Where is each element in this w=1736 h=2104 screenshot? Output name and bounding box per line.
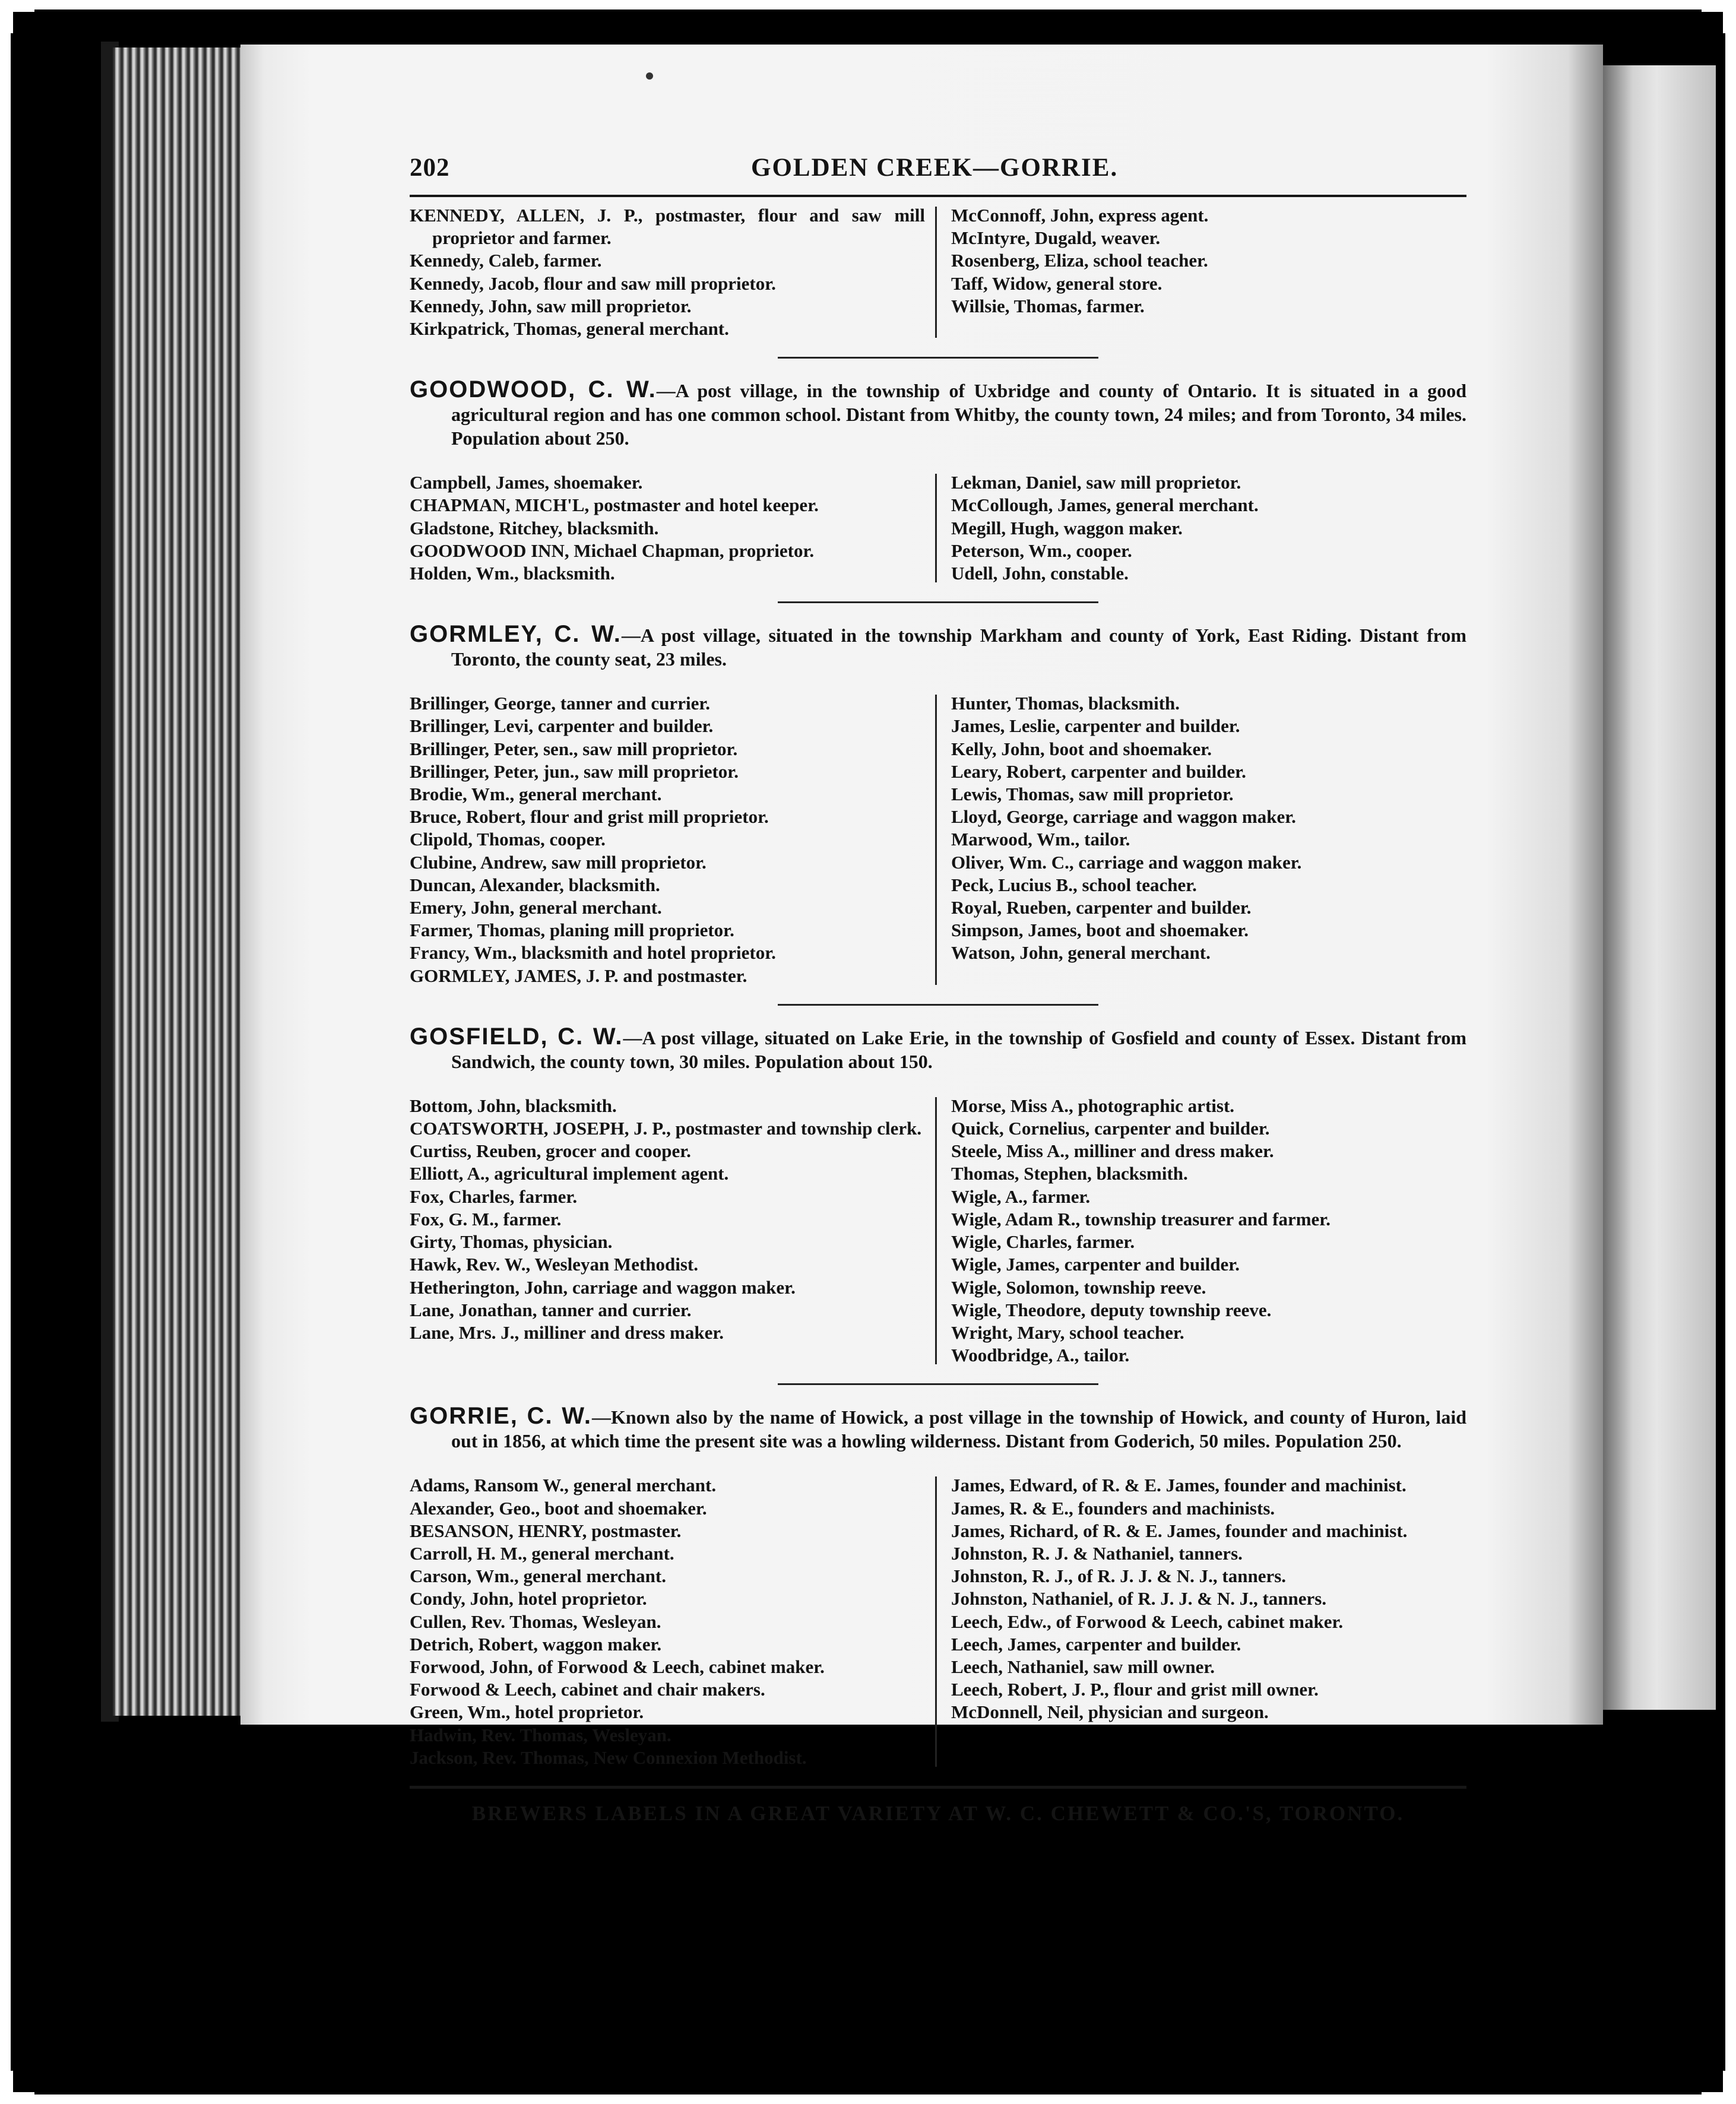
town-name: GOODWOOD, C. W. [410, 376, 657, 403]
directory-entry: Udell, John, constable. [951, 563, 1129, 584]
gosfield-listing [410, 1095, 1466, 1367]
crop-mark-top-left [11, 9, 34, 33]
directory-entry: Lane, Jonathan, tanner and currier. [410, 1299, 692, 1320]
directory-entry: Watson, John, general merchant. [951, 942, 1211, 964]
left-column [410, 1095, 938, 1367]
directory-entry: Curtiss, Reuben, grocer and cooper. [410, 1140, 691, 1162]
directory-entry: Gladstone, Ritchey, blacksmith. [410, 517, 659, 538]
directory-entry: Johnston, R. J., of R. J. J. & N. J., tanners. [951, 1566, 1287, 1587]
directory-entry: Cullen, Rev. Thomas, Wesleyan. [410, 1611, 661, 1632]
directory-entry: Johnston, R. J. & Nathaniel, tanners. [951, 1542, 1243, 1564]
header-rule [410, 195, 1466, 197]
section-divider [778, 1004, 1098, 1006]
directory-entry: Bruce, Robert, flour and grist mill proprietor. [410, 806, 769, 828]
scan-frame-top [0, 0, 1736, 9]
directory-entry: Brillinger, George, tanner and currier. [410, 693, 710, 714]
directory-entry: James, Edward, of R. & E. James, founder and machinist. [951, 1475, 1406, 1496]
directory-entry: Duncan, Alexander, blacksmith. [410, 874, 660, 895]
scan-frame-right [1725, 0, 1736, 2104]
section-divider [778, 601, 1098, 603]
town-description: —A post village, in the township of Uxbridge and county of Ontario. It is situated in a good agricultural region and has one common school. Distant from Whitby, the county town, 24 miles; and from Toronto, 34 miles. Population about 250. [451, 380, 1467, 449]
right-column [938, 471, 1466, 585]
directory-entry: Condy, John, hotel proprietor. [410, 1588, 647, 1609]
directory-entry: Bottom, John, blacksmith. [410, 1095, 617, 1116]
directory-entry: Girty, Thomas, physician. [410, 1231, 613, 1253]
column-divider [935, 1097, 937, 1364]
section-goodwood [410, 378, 1466, 585]
golden-creek-listing [410, 204, 1466, 340]
section-intro [410, 1404, 1466, 1453]
left-column [410, 204, 938, 340]
directory-entry: Lloyd, George, carriage and waggon maker. [951, 806, 1296, 828]
directory-entry: Farmer, Thomas, planing mill proprietor. [410, 920, 734, 941]
directory-entry: Leech, James, carpenter and builder. [951, 1633, 1241, 1655]
section-intro [410, 1025, 1466, 1073]
section-divider [778, 1383, 1098, 1385]
running-head: GOLDEN CREEK—GORRIE. [751, 154, 1119, 182]
directory-entry: Woodbridge, A., tailor. [951, 1345, 1130, 1366]
directory-entry: Quick, Cornelius, carpenter and builder. [951, 1118, 1270, 1139]
directory-entry: James, Richard, of R. & E. James, founder and machinist. [951, 1520, 1408, 1541]
page-edges [113, 47, 249, 1716]
directory-entry: GORMLEY, JAMES, J. P. and postmaster. [410, 965, 747, 986]
gorrie-listing [410, 1474, 1466, 1769]
directory-entry: Forwood, John, of Forwood & Leech, cabinet maker. [410, 1656, 825, 1677]
directory-entry: Kennedy, Jacob, flour and saw mill proprietor. [410, 272, 776, 294]
directory-entry: Forwood & Leech, cabinet and chair makers. [410, 1679, 765, 1700]
directory-entry: Fox, G. M., farmer. [410, 1208, 562, 1230]
directory-entry: Wigle, Solomon, township reeve. [951, 1276, 1206, 1298]
directory-entry: COATSWORTH, JOSEPH, J. P., postmaster and township clerk. [410, 1118, 922, 1139]
section-intro [410, 622, 1466, 671]
ink-spot [646, 72, 653, 80]
directory-entry: Elliott, A., agricultural implement agent. [410, 1163, 729, 1184]
right-column [938, 204, 1466, 340]
directory-entry: Leech, Nathaniel, saw mill owner. [951, 1656, 1215, 1677]
directory-entry: Kelly, John, boot and shoemaker. [951, 738, 1212, 759]
directory-entry: Kennedy, Caleb, farmer. [410, 250, 602, 271]
directory-entry: Lewis, Thomas, saw mill proprietor. [951, 784, 1234, 805]
scan-frame-bottom [0, 2095, 1736, 2104]
right-column [938, 1095, 1466, 1367]
directory-entry: McConnoff, John, express agent. [951, 205, 1209, 226]
section-gosfield [410, 1025, 1466, 1367]
scan-frame-left [0, 0, 11, 2104]
directory-entry: Brillinger, Peter, sen., saw mill proprietor. [410, 738, 738, 759]
directory-entry: McDonnell, Neil, physician and surgeon. [951, 1701, 1269, 1723]
directory-entry: Hetherington, John, carriage and waggon maker. [410, 1276, 796, 1298]
town-name: GOSFIELD, C. W. [410, 1023, 623, 1050]
directory-entry: Peck, Lucius B., school teacher. [951, 874, 1197, 895]
directory-entry: Jackson, Rev. Thomas, New Connexion Methodist. [410, 1747, 807, 1768]
directory-entry: Wigle, A., farmer. [951, 1186, 1091, 1207]
directory-entry: Clipold, Thomas, cooper. [410, 829, 606, 850]
town-description: —A post village, situated on Lake Erie, in the township of Gosfield and county of Essex. Distant from Sandwich, the county town, 30 miles. Population about 150. [451, 1026, 1467, 1072]
directory-entry: Johnston, Nathaniel, of R. J. J. & N. J., tanners. [951, 1588, 1327, 1609]
directory-entry: Hawk, Rev. W., Wesleyan Methodist. [410, 1254, 699, 1275]
column-divider [935, 207, 937, 338]
directory-entry: Brodie, Wm., general merchant. [410, 784, 662, 805]
directory-entry: Simpson, James, boot and shoemaker. [951, 920, 1249, 941]
directory-entry: Kirkpatrick, Thomas, general merchant. [410, 318, 729, 340]
left-column [410, 471, 938, 585]
directory-entry: Hunter, Thomas, blacksmith. [951, 693, 1180, 714]
page-content [410, 153, 1466, 1826]
directory-entry: Holden, Wm., blacksmith. [410, 563, 615, 584]
town-description: —Known also by the name of Howick, a post village in the township of Howick, and county of Huron, laid out in 1856, at which time the present site was a howling wilderness. Distant from Goderich, 50 miles. Population 250. [451, 1406, 1467, 1452]
directory-entry: Campbell, James, shoemaker. [410, 472, 643, 493]
page-header [410, 153, 1466, 189]
directory-entry: Detrich, Robert, waggon maker. [410, 1633, 662, 1655]
directory-entry: McIntyre, Dugald, weaver. [951, 227, 1161, 249]
right-column [938, 692, 1466, 987]
crop-mark-bottom-left [11, 2071, 34, 2095]
goodwood-listing [410, 471, 1466, 585]
directory-entry: Megill, Hugh, waggon maker. [951, 517, 1183, 538]
directory-entry: Taff, Widow, general store. [951, 272, 1162, 294]
town-name: GORMLEY, C. W. [410, 621, 622, 648]
directory-entry: Adams, Ransom W., general merchant. [410, 1475, 717, 1496]
directory-entry: BESANSON, HENRY, postmaster. [410, 1520, 682, 1541]
directory-entry: Wigle, Adam R., township treasurer and farmer. [951, 1208, 1330, 1230]
crop-mark-bottom-right [1702, 2071, 1725, 2095]
directory-entry: Thomas, Stephen, blacksmith. [951, 1163, 1188, 1184]
directory-entry: Brillinger, Levi, carpenter and builder. [410, 715, 714, 737]
directory-entry: James, R. & E., founders and machinists. [951, 1497, 1275, 1519]
directory-entry: Rosenberg, Eliza, school teacher. [951, 250, 1208, 271]
page-footer-advert: BREWERS LABELS IN A GREAT VARIETY AT W. C. CHEWETT & CO.'S, TORONTO. [471, 1801, 1405, 1825]
column-divider [935, 1476, 937, 1767]
directory-entry: Leary, Robert, carpenter and builder. [951, 761, 1246, 782]
directory-entry: Carson, Wm., general merchant. [410, 1566, 666, 1587]
directory-entry: Francy, Wm., blacksmith and hotel proprietor. [410, 942, 776, 964]
directory-entry: Wigle, James, carpenter and builder. [951, 1254, 1240, 1275]
footer-rule [410, 1786, 1466, 1789]
directory-entry: CHAPMAN, MICH'L, postmaster and hotel keeper. [410, 495, 819, 516]
column-divider [935, 695, 937, 985]
section-gorrie [410, 1404, 1466, 1769]
left-column [410, 1474, 938, 1769]
directory-entry: Fox, Charles, farmer. [410, 1186, 578, 1207]
directory-entry: Carroll, H. M., general merchant. [410, 1542, 674, 1564]
directory-entry: Clubine, Andrew, saw mill proprietor. [410, 851, 707, 873]
directory-entry: Wigle, Charles, farmer. [951, 1231, 1135, 1253]
directory-entry: Peterson, Wm., cooper. [951, 540, 1132, 561]
directory-entry: Willsie, Thomas, farmer. [951, 295, 1145, 316]
directory-entry: James, Leslie, carpenter and builder. [951, 715, 1240, 737]
town-description: —A post village, situated in the township Markham and county of York, East Riding. Distant from Toronto, the county seat, 23 miles. [451, 625, 1467, 670]
directory-entry: Wigle, Theodore, deputy township reeve. [951, 1299, 1272, 1320]
section-gormley [410, 622, 1466, 987]
directory-entry: Green, Wm., hotel proprietor. [410, 1701, 644, 1723]
directory-entry: Oliver, Wm. C., carriage and waggon maker. [951, 851, 1302, 873]
directory-entry: Kennedy, John, saw mill proprietor. [410, 295, 692, 316]
section-intro [410, 378, 1466, 450]
directory-entry: Wright, Mary, school teacher. [951, 1322, 1184, 1343]
directory-entry: Lane, Mrs. J., milliner and dress maker. [410, 1322, 724, 1343]
directory-entry: Brillinger, Peter, jun., saw mill proprietor. [410, 761, 739, 782]
section-divider [778, 357, 1098, 359]
page-gutter [1567, 45, 1603, 1725]
directory-entry: Emery, John, general merchant. [410, 897, 662, 918]
facing-page-edge [1603, 65, 1716, 1710]
gormley-listing [410, 692, 1466, 987]
directory-entry: Alexander, Geo., boot and shoemaker. [410, 1497, 707, 1519]
directory-entry: Marwood, Wm., tailor. [951, 829, 1130, 850]
directory-entry: Royal, Rueben, carpenter and builder. [951, 897, 1252, 918]
directory-entry: Morse, Miss A., photographic artist. [951, 1095, 1235, 1116]
directory-entry: Lekman, Daniel, saw mill proprietor. [951, 472, 1241, 493]
directory-entry: Leech, Robert, J. P., flour and grist mill owner. [951, 1679, 1319, 1700]
town-name: GORRIE, C. W. [410, 1403, 592, 1430]
column-divider [935, 474, 937, 582]
directory-entry: Hadwin, Rev. Thomas, Wesleyan. [410, 1724, 671, 1745]
crop-mark-top-right [1702, 9, 1725, 33]
directory-entry: KENNEDY, ALLEN, J. P., postmaster, flour and saw mill proprietor and farmer. [410, 205, 925, 249]
page-number: 202 [410, 154, 450, 182]
directory-entry: McCollough, James, general merchant. [951, 495, 1259, 516]
left-column [410, 692, 938, 987]
directory-entry: Leech, Edw., of Forwood & Leech, cabinet maker. [951, 1611, 1344, 1632]
directory-entry: Steele, Miss A., milliner and dress maker. [951, 1140, 1274, 1162]
right-column [938, 1474, 1466, 1769]
directory-entry: GOODWOOD INN, Michael Chapman, proprietor. [410, 540, 815, 561]
